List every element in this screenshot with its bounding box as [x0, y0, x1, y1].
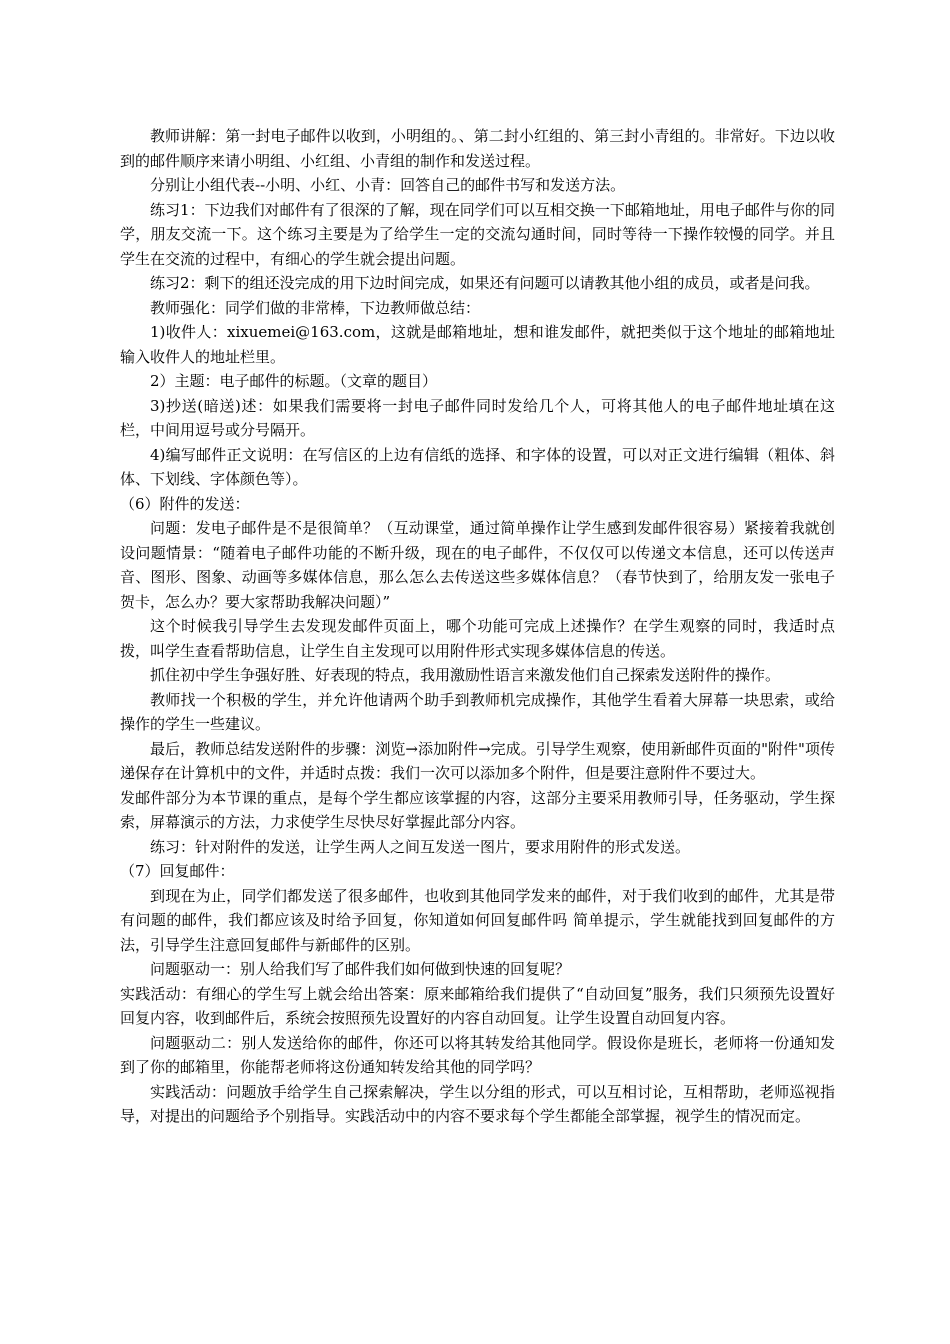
- paragraph: 教师强化：同学们做的非常棒，下边教师做总结：: [150, 298, 481, 317]
- paragraph: 到现在为止，同学们都发送了很多邮件，也收到其他同学发来的邮件，对于我们收到的邮件，尤其是带有问题的邮件，我们都应该及时给予回复，你知道如何回复邮件吗 简单提示，学生就能找到回复邮件的方法，引导学生注意回复邮件与新邮件的区别。: [120, 886, 835, 954]
- paragraph: 这个时候我引导学生去发现发邮件页面上，哪个功能可完成上述操作？在学生观察的同时，我适时点拨，叫学生查看帮助信息，让学生自主发现可以用附件形式实现多媒体信息的传送。: [120, 617, 835, 660]
- paragraph: 实践活动：有细心的学生写上就会给出答案：原来邮箱给我们提供了“自动回复”服务，我们只须预先设置好回复内容，收到邮件后，系统会按照预先设置好的内容自动回复。让学生设置自动回复内容。: [120, 984, 835, 1027]
- section-heading: （6）附件的发送：: [120, 494, 250, 513]
- paragraph: 2）主题：电子邮件的标题。（文章的题目）: [150, 372, 438, 390]
- paragraph: 发邮件部分为本节课的重点，是每个学生都应该掌握的内容，这部分主要采用教师引导，任务驱动，学生探索，屏幕演示的方法，力求使学生尽快尽好掌握此部分内容。: [120, 788, 835, 831]
- paragraph: 实践活动：问题放手给学生自己探索解决，学生以分组的形式，可以互相讨论，互相帮助，老师巡视指导，对提出的问题给予个别指导。实践活动中的内容不要求每个学生都能全部掌握，视学生的情况而定。: [120, 1082, 835, 1125]
- paragraph: 练习1：下边我们对邮件有了很深的了解，现在同学们可以互相交换一下邮箱地址，用电子邮件与你的同学，朋友交流一下。这个练习主要是为了给学生一定的交流勾通时间，同时等待一下操作较慢的同学。并且学生在交流的过程中，有细心的学生就会提出问题。: [120, 200, 835, 268]
- paragraph: 最后，教师总结发送附件的步骤：浏览→添加附件→完成。引导学生观察，使用新邮件页面的"附件"项传递保存在计算机中的文件，并适时点拨：我们一次可以添加多个附件，但是要注意附件不要过大。: [120, 739, 835, 782]
- paragraph: 问题驱动一：别人给我们写了邮件我们如何做到快速的回复呢？: [150, 960, 571, 978]
- paragraph: 4)编写邮件正文说明：在写信区的上边有信纸的选择、和字体的设置，可以对正文进行编辑（粗体、斜体、下划线、字体颜色等）。: [120, 445, 835, 488]
- paragraph: 问题驱动二：别人发送给你的邮件，你还可以将其转发给其他同学。假设你是班长，老师将一份通知发到了你的邮箱里，你能帮老师将这份通知转发给其他的同学吗？: [120, 1033, 835, 1076]
- paragraph: 3)抄送(暗送)述：如果我们需要将一封电子邮件同时发给几个人，可将其他人的电子邮件地址填在这栏，中间用逗号或分号隔开。: [120, 396, 835, 439]
- paragraph: 1)收件人：xixuemei@163.com，这就是邮箱地址，想和谁发邮件，就把类似于这个地址的邮箱地址输入收件人的地址栏里。: [120, 323, 835, 366]
- paragraph: 抓住初中学生争强好胜、好表现的特点，我用激励性语言来激发他们自己探索发送附件的操作。: [150, 666, 781, 684]
- document-page: [120, 124, 835, 1129]
- section-heading: （7）回复邮件：: [120, 862, 235, 880]
- paragraph: 教师找一个积极的学生，并允许他请两个助手到教师机完成操作，其他学生看着大屏幕一块思索，或给操作的学生一些建议。: [120, 690, 835, 733]
- paragraph: 教师讲解：第一封电子邮件以收到，小明组的。、第二封小红组的、第三封小青组的。非常好。下边以收到的邮件顺序来请小明组、小红组、小青组的制作和发送过程。: [120, 127, 835, 170]
- paragraph: 练习2：剩下的组还没完成的用下边时间完成，如果还有问题可以请教其他小组的成员，或者是问我。: [150, 274, 820, 292]
- paragraph: 分别让小组代表--小明、小红、小青：回答自己的邮件书写和发送方法。: [150, 176, 626, 194]
- paragraph: 练习：针对附件的发送，让学生两人之间互发送一图片，要求用附件的形式发送。: [150, 837, 691, 856]
- paragraph: 问题：发电子邮件是不是很简单？（互动课堂，通过简单操作让学生感到发邮件很容易）紧接着我就创设问题情景：“随着电子邮件功能的不断升级，现在的电子邮件，不仅仅可以传递文本信息，还可以传送声音、图形、图象、动画等多媒体信息，那么怎么去传送这些多媒体信息？（春节快到了，给朋友发一张电子贺卡，怎么办？要大家帮助我解决问题）”: [120, 519, 835, 611]
